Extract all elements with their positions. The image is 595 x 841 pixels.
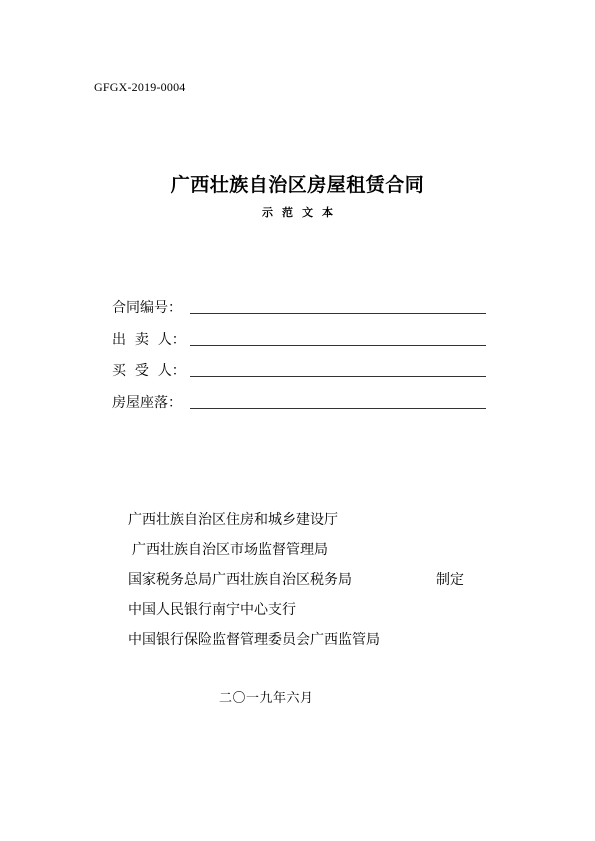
- seller-label: 出 卖 人：: [112, 331, 186, 348]
- issuer-tax-bureau: 国家税务总局广西壮族自治区税务局: [128, 572, 352, 588]
- issuer-banking-insurance-regulator: 中国银行保险监督管理委员会广西监管局: [128, 632, 380, 648]
- seller-blank-line: [190, 345, 486, 346]
- contract-info-fields: [112, 296, 486, 422]
- document-code: GFGX-2019-0004: [94, 80, 186, 94]
- contract-title: 广西壮族自治区房屋租赁合同: [170, 174, 425, 196]
- issued-by-label: 制定: [436, 572, 464, 588]
- issuing-authorities: [128, 510, 380, 660]
- property-location-blank-line: [190, 408, 486, 409]
- contract-subtitle: 示范文本: [262, 206, 342, 219]
- issue-date: 二〇一九年六月: [219, 691, 314, 706]
- property-location-label: 房屋座落：: [112, 394, 182, 411]
- buyer-field: [112, 359, 486, 381]
- contract-number-field: [112, 296, 486, 318]
- contract-number-label: 合同编号：: [112, 300, 182, 316]
- seller-field: [112, 328, 486, 350]
- buyer-blank-line: [190, 376, 486, 377]
- buyer-label: 买 受 人：: [112, 363, 186, 379]
- issuer-market-regulation-bureau: 广西壮族自治区市场监督管理局: [132, 542, 328, 558]
- issuer-central-bank-branch: 中国人民银行南宁中心支行: [128, 602, 296, 618]
- property-location-field: [112, 391, 486, 413]
- issuer-housing-department: 广西壮族自治区住房和城乡建设厅: [128, 512, 338, 528]
- contract-number-blank-line: [190, 313, 486, 314]
